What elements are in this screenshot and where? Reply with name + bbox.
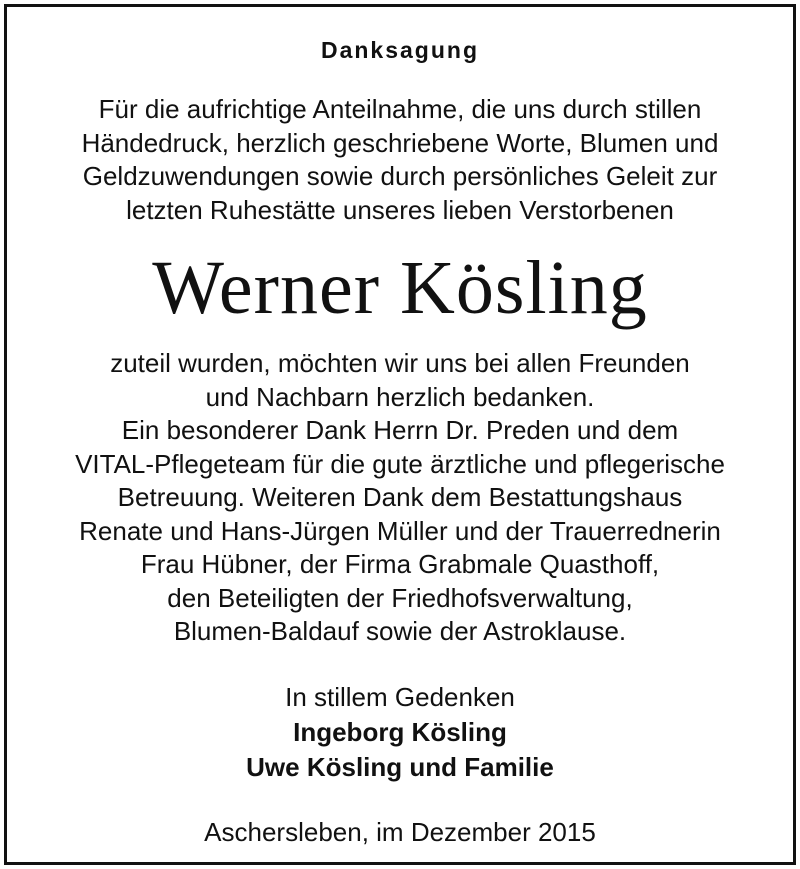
thanks-line: Frau Hübner, der Firma Grabmale Quasthoff, — [140, 549, 660, 579]
deceased-name: Werner Kösling — [152, 246, 648, 330]
thanks-line: zuteil wurden, möchten wir uns bei allen Freunden — [110, 348, 690, 378]
thanks-paragraph — [7, 347, 793, 649]
intro-line: Geldzuwendungen sowie durch persönliches Geleit zur — [82, 161, 718, 191]
notice-frame — [4, 4, 796, 865]
place-date: Aschersleben, im Dezember 2015 — [204, 817, 596, 847]
intro-line: Händedruck, herzlich geschriebene Worte, Blumen und — [81, 127, 719, 158]
thanks-line: Ein besonderer Dank Herrn Dr. Preden und dem — [121, 415, 679, 445]
notice-heading: Danksagung — [320, 37, 480, 63]
thanks-line: Betreuung. Weiteren Dank dem Bestattungshaus — [117, 482, 683, 512]
closing-block — [7, 680, 793, 785]
thanks-line: den Beteiligten der Friedhofsverwaltung, — [167, 582, 633, 613]
intro-line: Für die aufrichtige Anteilnahme, die uns durch stillen — [98, 94, 702, 124]
thanks-line: VITAL-Pflegeteam für die gute ärztliche und pflegerische — [75, 448, 725, 479]
closing-phrase: In stillem Gedenken — [285, 682, 515, 712]
thanks-line: Renate und Hans-Jürgen Müller und der Trauerrednerin — [79, 515, 721, 546]
thanks-line: und Nachbarn herzlich bedanken. — [205, 381, 595, 412]
signatory: Uwe Kösling und Familie — [246, 752, 554, 782]
intro-paragraph — [7, 93, 793, 227]
notice-content — [7, 7, 793, 862]
thanks-line: Blumen-Baldauf sowie der Astroklause. — [173, 616, 627, 646]
signatory: Ingeborg Kösling — [293, 717, 507, 747]
intro-line: letzten Ruhestätte unseres lieben Verstorbenen — [126, 194, 674, 225]
